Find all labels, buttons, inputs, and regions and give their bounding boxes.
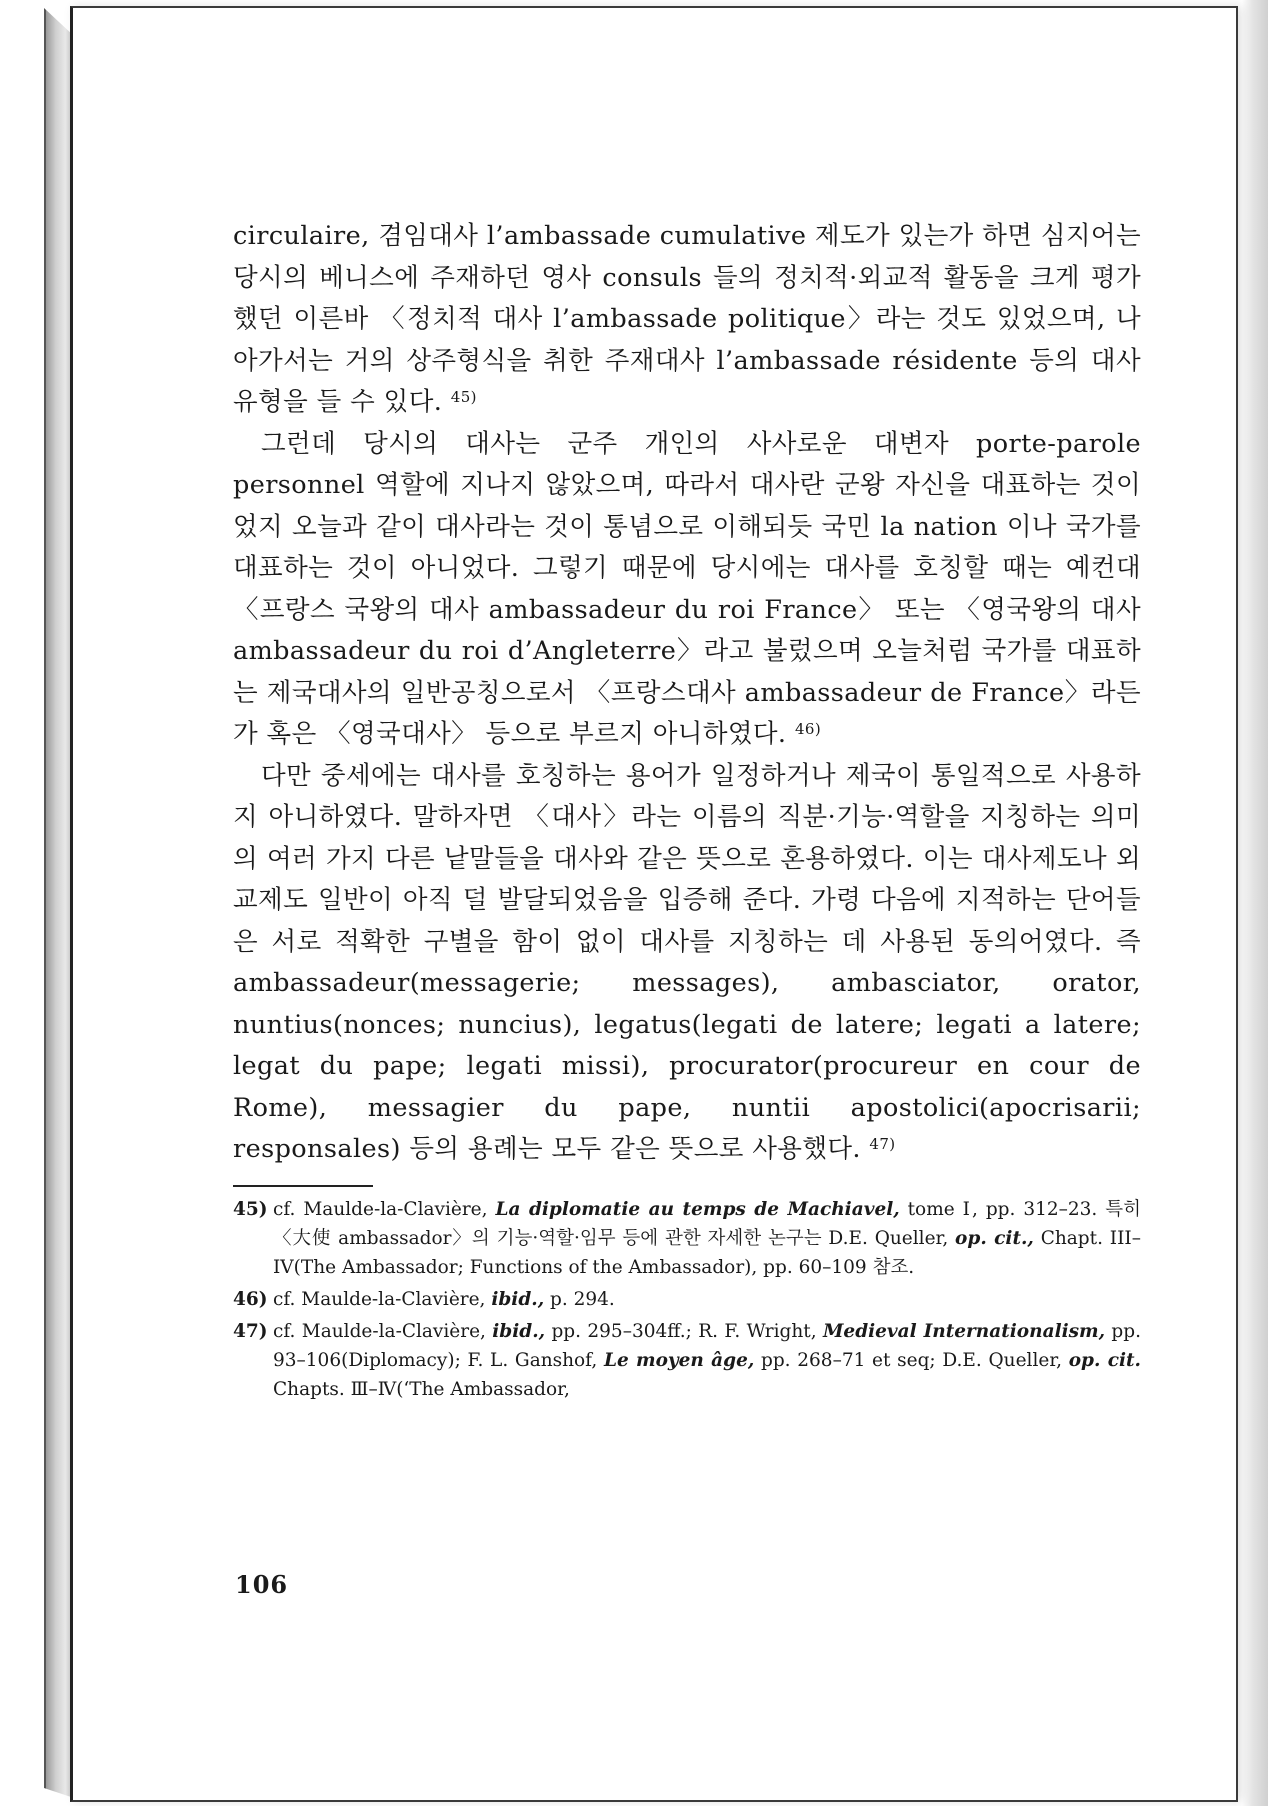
footnote-47 — [233, 1317, 1141, 1404]
footnote-text: cf. Maulde-la-Clavière, — [273, 1288, 492, 1310]
footnote-italic: ibid., — [491, 1288, 545, 1310]
footnote-italic: op. cit., — [955, 1227, 1034, 1249]
footnote-46 — [233, 1285, 1141, 1314]
footnote-italic: ibid., — [492, 1320, 546, 1342]
footnote-45 — [233, 1195, 1141, 1282]
footnote-text: pp. 295–304ff.; R. F. Wright, — [545, 1320, 823, 1342]
footnote-italic: Medieval Internationalism, — [822, 1320, 1106, 1342]
body-text — [233, 216, 1141, 1407]
footnote-text: cf. Maulde-la-Clavière, — [273, 1198, 496, 1220]
paragraph-1 — [233, 216, 1141, 424]
page-edge-shadow — [1242, 0, 1268, 1806]
footnote-italic: La diplomatie au temps de Machiavel, — [495, 1198, 900, 1220]
footnote-text: tome Ⅰ, pp. 312–23. 특히 〈大使 ambassador〉의 기능·역할·임무 등에 관한 자세한 논구는 D.E. Queller, — [273, 1198, 1141, 1249]
footnote-text: Chapts. Ⅲ–Ⅳ(‘The Ambassador, — [273, 1378, 570, 1400]
paragraph-3-text: 다만 중세에는 대사를 호칭하는 용어가 일정하거나 제국이 통일적으로 사용하지 아니하였다. 말하자면 〈대사〉라는 이름의 직분·기능·역할을 지칭하는 의미의 여러 가지 다른 낱말들을 대사와 같은 뜻으로 혼용하였다. 이는 대사제도나 외교제도 일반이 아직 덜 발달되었음을 입증해 준다. 가령 다음에 지적하는 단어들은 서로 적확한 구별을 함이 없이 대사를 지칭하는 데 사용된 동의어였다. 즉 ambassadeur(messagerie; messages), ambasciator, orator, nuntius(nonces; nuncius), legatus(legati de latere; legati a latere; legat du pape; legati missi), procurator(procureur en cour de Rome), messagier du pape, nuntii apostolici(apocrisarii; responsales) 등의 용례는 모두 같은 뜻으로 사용했다. — [233, 760, 1141, 1164]
footnote-text: pp. 268–71 et seq; D.E. Queller, — [754, 1349, 1069, 1371]
footnote-number: 46) — [233, 1288, 268, 1310]
note-ref-46: 46) — [794, 720, 822, 738]
page-number: 106 — [235, 1570, 289, 1599]
paragraph-3 — [233, 756, 1141, 1171]
paragraph-1-text: circulaire, 겸임대사 l’ambassade cumulative 제도가 있는가 하면 심지어는 당시의 베니스에 주재하던 영사 consuls 들의 정치적·외교적 활동을 크게 평가했던 이른바 〈정치적 대사 l’ambassade politique〉라는 것도 있었으며, 나아가서는 거의 상주형식을 취한 주재대사 l’ambassade résidente 등의 대사유형을 들 수 있다. — [233, 221, 1141, 417]
footnote-text: pp. 93–106(Diplomacy); F. L. Ganshof, — [273, 1320, 1141, 1371]
footnote-number: 47) — [233, 1320, 268, 1342]
footnote-italic: op. cit. — [1068, 1349, 1141, 1371]
footnote-text: Chapt. III–IV(The Ambassador; Functions of the Ambassador), pp. 60–109 참조. — [273, 1227, 1141, 1278]
footnote-rule — [233, 1185, 373, 1187]
note-ref-45: 45) — [450, 388, 477, 406]
footnote-text: p. 294. — [544, 1288, 615, 1310]
book-page — [70, 6, 1238, 1802]
footnote-text: cf. Maulde-la-Clavière, — [273, 1320, 493, 1342]
note-ref-47: 47) — [869, 1135, 896, 1153]
footnotes — [233, 1195, 1141, 1404]
paragraph-2-text: 그런데 당시의 대사는 군주 개인의 사사로운 대변자 porte-parole personnel 역할에 지나지 않았으며, 따라서 대사란 군왕 자신을 대표하는 것이었지 오늘과 같이 대사라는 것이 통념으로 이해되듯 국민 la nation 이나 국가를 대표하는 것이 아니었다. 그렇기 때문에 당시에는 대사를 호칭할 때는 예컨대 〈프랑스 국왕의 대사 ambassadeur du roi France〉 또는 〈영국왕의 대사 ambassadeur du roi d’Angleterre〉라고 불렀으며 오늘처럼 국가를 대표하는 제국대사의 일반공칭으로서 〈프랑스대사 ambassadeur de France〉라든가 혹은 〈영국대사〉 등으로 부르지 아니하였다. — [233, 428, 1141, 749]
footnote-number: 45) — [233, 1198, 268, 1220]
paragraph-2 — [233, 424, 1141, 756]
footnote-italic: Le moyen âge, — [603, 1349, 755, 1371]
